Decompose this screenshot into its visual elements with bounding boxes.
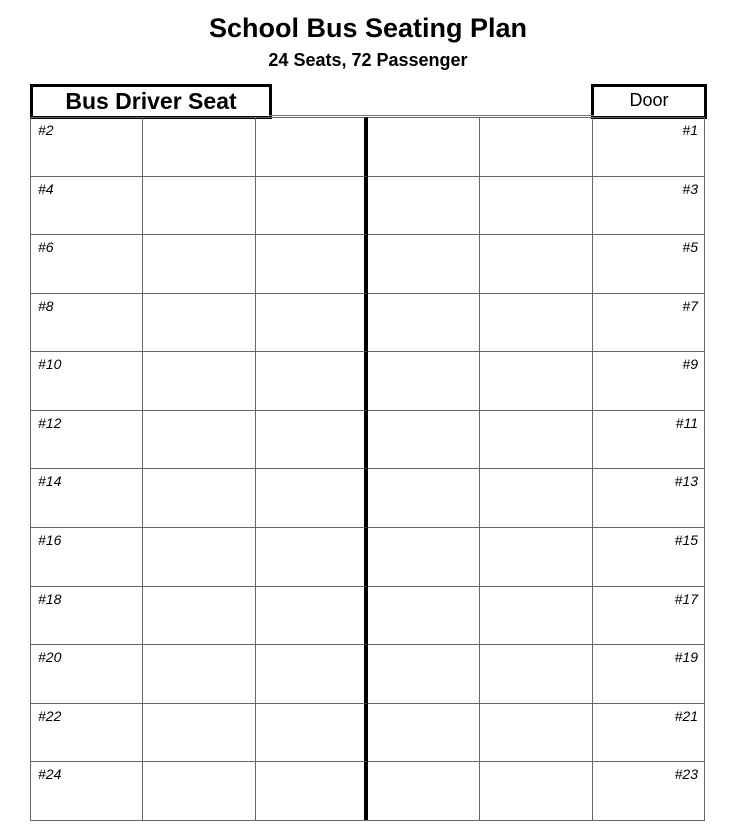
seat-number-left: #6 — [38, 239, 54, 256]
seat-number-right: #3 — [682, 180, 698, 197]
seat-cell-right — [368, 586, 480, 645]
seat-cell-left — [256, 527, 368, 586]
seat-number-left: #22 — [38, 707, 62, 724]
seat-cell-left — [31, 468, 143, 527]
seat-cell-left — [31, 117, 143, 176]
seat-cell-right — [480, 468, 592, 527]
door-label: Door — [591, 84, 707, 119]
seat-number-left: #10 — [38, 356, 62, 373]
seat-cell-right — [368, 351, 480, 410]
seat-cell-right — [368, 527, 480, 586]
seat-cell-left — [143, 586, 255, 645]
seat-cell-left — [256, 293, 368, 352]
seat-cell-right — [368, 117, 480, 176]
seat-cell-left — [256, 644, 368, 703]
seat-cell-left — [256, 234, 368, 293]
seating-grid — [30, 117, 705, 821]
seat-cell-right — [593, 703, 705, 762]
seat-cell-left — [256, 703, 368, 762]
seat-number-left: #4 — [38, 180, 54, 197]
page-subtitle: 24 Seats, 72 Passenger — [268, 50, 468, 70]
seat-cell-left — [31, 293, 143, 352]
seat-cell-right — [593, 586, 705, 645]
seat-cell-right — [593, 234, 705, 293]
seat-number-left: #18 — [38, 590, 62, 607]
seat-number-right: #9 — [682, 356, 698, 373]
seat-cell-right — [368, 234, 480, 293]
seat-cell-right — [480, 293, 592, 352]
seat-number-right: #19 — [674, 649, 698, 666]
seat-cell-right — [368, 293, 480, 352]
seat-number-right: #21 — [674, 707, 698, 724]
seat-number-right: #15 — [674, 532, 698, 549]
seat-cell-left — [143, 176, 255, 235]
seat-number-left: #24 — [38, 766, 62, 783]
page-title: School Bus Seating Plan — [208, 13, 528, 43]
seat-number-right: #13 — [674, 473, 698, 490]
seat-cell-right — [368, 468, 480, 527]
seat-cell-left — [31, 761, 143, 820]
seat-cell-left — [31, 586, 143, 645]
seat-number-left: #2 — [38, 122, 54, 138]
seat-cell-right — [593, 644, 705, 703]
seat-number-left: #14 — [38, 473, 62, 490]
seat-cell-right — [368, 761, 480, 820]
seat-cell-right — [593, 176, 705, 235]
seat-number-right: #1 — [682, 122, 698, 138]
front-divider-line — [269, 115, 594, 116]
seat-cell-right — [593, 527, 705, 586]
seat-cell-left — [143, 761, 255, 820]
seat-cell-right — [368, 410, 480, 469]
seat-cell-left — [31, 234, 143, 293]
seat-cell-right — [480, 761, 592, 820]
seat-cell-right — [480, 351, 592, 410]
seat-cell-left — [256, 176, 368, 235]
seat-number-left: #12 — [38, 414, 62, 431]
seat-cell-left — [31, 351, 143, 410]
seat-cell-left — [143, 644, 255, 703]
seat-cell-left — [31, 176, 143, 235]
seat-number-right: #17 — [674, 590, 698, 607]
seat-cell-left — [31, 703, 143, 762]
seat-cell-right — [593, 410, 705, 469]
seat-number-left: #8 — [38, 297, 54, 314]
seat-cell-right — [593, 468, 705, 527]
seat-cell-right — [480, 410, 592, 469]
seat-cell-left — [143, 468, 255, 527]
seat-cell-right — [480, 176, 592, 235]
seat-cell-left — [256, 586, 368, 645]
seat-cell-right — [480, 644, 592, 703]
seat-number-right: #7 — [682, 297, 698, 314]
seat-cell-right — [593, 293, 705, 352]
seat-cell-right — [480, 527, 592, 586]
seat-cell-right — [368, 703, 480, 762]
seat-cell-left — [143, 117, 255, 176]
seat-cell-right — [480, 117, 592, 176]
seat-cell-left — [143, 527, 255, 586]
seat-cell-left — [256, 117, 368, 176]
seat-cell-right — [480, 586, 592, 645]
seat-cell-right — [593, 351, 705, 410]
seat-cell-left — [31, 527, 143, 586]
seat-cell-left — [143, 351, 255, 410]
seat-cell-right — [368, 176, 480, 235]
seat-cell-left — [256, 468, 368, 527]
seat-cell-left — [143, 234, 255, 293]
seat-cell-left — [143, 410, 255, 469]
seat-cell-right — [593, 761, 705, 820]
seat-cell-left — [256, 410, 368, 469]
seat-cell-right — [368, 644, 480, 703]
seat-cell-left — [31, 410, 143, 469]
seat-number-right: #23 — [674, 766, 698, 783]
seat-cell-right — [480, 703, 592, 762]
seat-cell-left — [143, 703, 255, 762]
seat-number-right: #11 — [675, 414, 698, 431]
seat-cell-right — [480, 234, 592, 293]
seat-cell-right — [593, 117, 705, 176]
seat-number-left: #20 — [38, 649, 62, 666]
seat-cell-left — [256, 761, 368, 820]
seat-cell-left — [256, 351, 368, 410]
seat-number-left: #16 — [38, 532, 62, 549]
seat-cell-left — [143, 293, 255, 352]
bus-driver-seat-label: Bus Driver Seat — [30, 84, 272, 119]
seat-number-right: #5 — [682, 239, 698, 256]
seat-cell-left — [31, 644, 143, 703]
